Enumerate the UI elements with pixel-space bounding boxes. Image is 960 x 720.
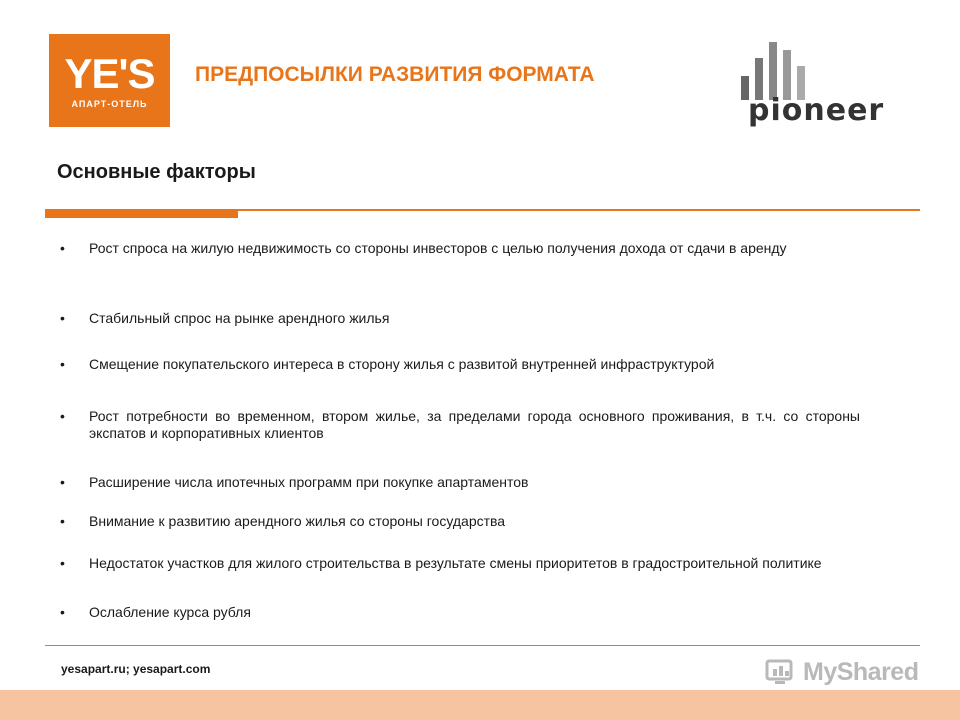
bullet-icon: • [60,604,65,620]
yes-logo-subtitle: АПАРТ-ОТЕЛЬ [71,98,148,109]
myshared-logo-icon [765,657,799,687]
bullet-icon: • [60,408,65,424]
bullet-icon: • [60,310,65,326]
list-item: • Рост потребности во временном, втором жилье, за пределами города основного проживания, в т.ч. со стороны экспатов и корпоративных клиентов [60,408,860,441]
myshared-text: MyShared [803,657,919,686]
list-item: • Недостаток участков для жилого строительства в результате смены приоритетов в градостроительной политике [60,555,822,571]
top-divider-accent [45,211,238,218]
bullet-icon: • [60,356,65,372]
pioneer-logo-word: pioneer [748,93,885,128]
list-item: • Смещение покупательского интереса в сторону жилья с развитой внутренней инфраструктурой [60,356,715,372]
yes-logo-mark: YE'S [64,49,155,97]
footer-bar [0,690,960,720]
list-item: • Рост спроса на жилую недвижимость со стороны инвесторов с целью получения дохода от сдачи в аренду [60,240,787,256]
bottom-divider [45,645,920,646]
yes-logo [49,34,170,127]
bullet-icon: • [60,555,65,571]
list-item: • Внимание к развитию арендного жилья со стороны государства [60,513,506,529]
list-item: • Ослабление курса рубля [60,604,251,620]
bullet-icon: • [60,474,65,490]
bullet-icon: • [60,240,65,256]
footer-website-links[interactable]: yesapart.ru; yesapart.com [61,662,211,676]
bullet-icon: • [60,513,65,529]
list-item: • Расширение числа ипотечных программ при покупке апартаментов [60,474,529,490]
myshared-watermark [765,653,925,691]
section-title: Основные факторы [57,161,256,183]
list-item: • Стабильный спрос на рынке арендного жилья [60,310,390,326]
page-title: ПРЕДПОСЫЛКИ РАЗВИТИЯ ФОРМАТА [195,63,595,86]
